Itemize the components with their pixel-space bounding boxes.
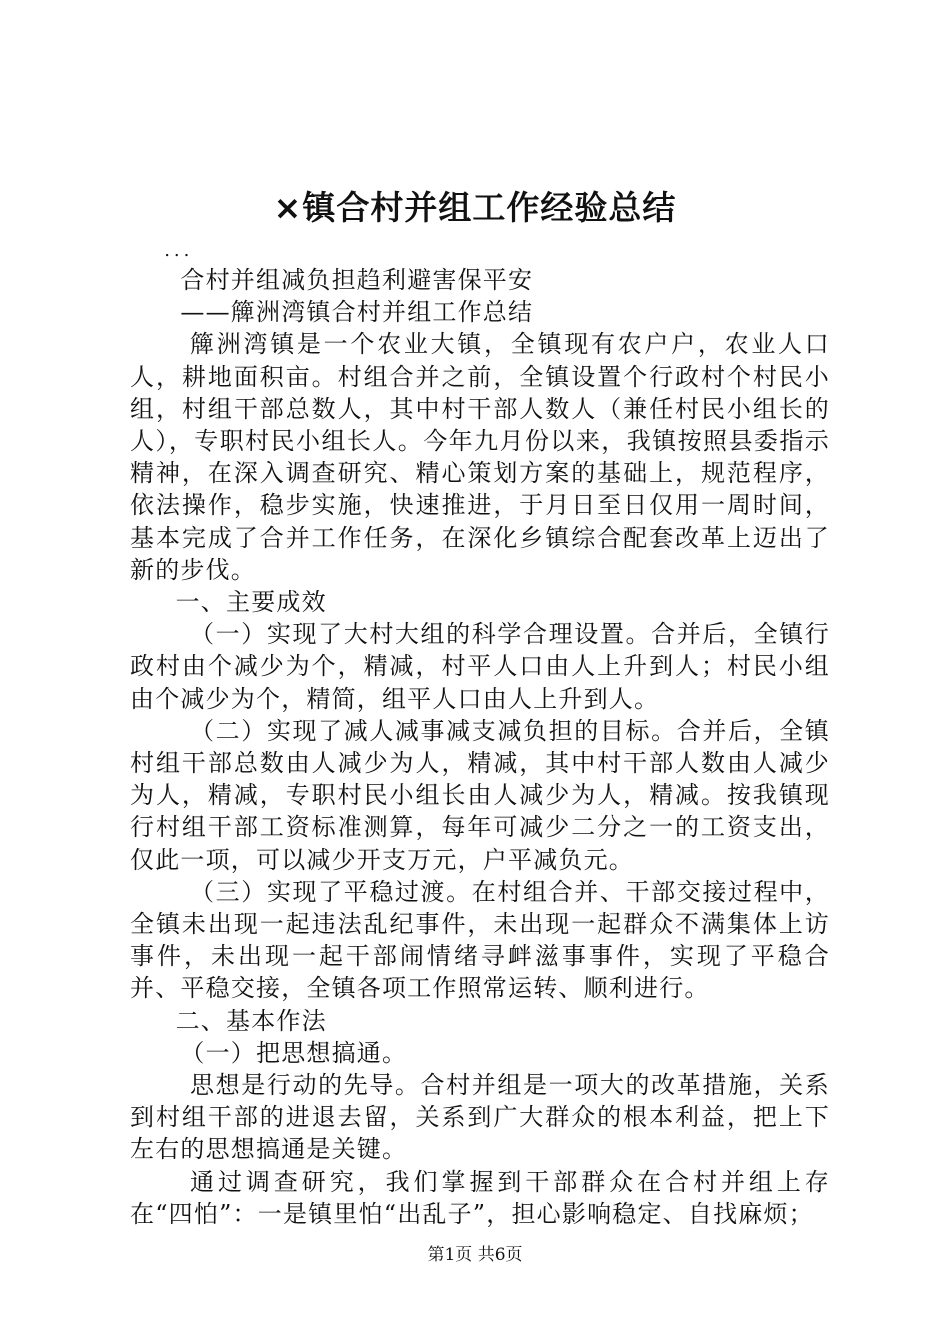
- ellipsis-marker: ...: [164, 240, 194, 261]
- document-title: ×镇合村并组工作经验总结: [273, 188, 677, 227]
- subheading-method-1: （一）把思想搞通。: [180, 1038, 408, 1067]
- paragraph-result-2: （二）实现了减人减事减支减负担的目标。合并后，全镇村组干部总数由人减少为人，精减，其中村干部人数由人减少为人，精减，专职村民小组长由人减少为人，精减。按我镇现行村组干部工资标准测算，每年可减少二分之一的工资支出，仅此一项，可以减少开支万元，户平减负元。: [130, 716, 830, 874]
- paragraph-result-1: （一）实现了大村大组的科学合理设置。合并后，全镇行政村由个减少为个，精减，村平人口由人上升到人；村民小组由个减少为个，精简，组平人口由人上升到人。: [130, 620, 830, 713]
- subtitle-line: 合村并组减负担趋利避害保平安: [180, 266, 534, 294]
- paragraph-method-1: 思想是行动的先导。合村并组是一项大的改革措施，关系到村组干部的进退去留，关系到广大群众的根本利益，把上下左右的思想搞通是关键。: [130, 1071, 830, 1164]
- paragraph-intro: 簰洲湾镇是一个农业大镇，全镇现有农户户，农业人口人，耕地面积亩。村组合并之前，全镇设置个行政村个村民小组，村组干部总数人，其中村干部人数人（兼任村民小组长的人），专职村民小组长人。今年九月份以来，我镇按照县委指示精神，在深入调查研究、精心策划方案的基础上，规范程序，依法操作，稳步实施，快速推进，于月日至日仅用一周时间，基本完成了合并工作任务，在深化乡镇综合配套改革上迈出了新的步伐。: [130, 330, 830, 584]
- subtitle-source: ——簰洲湾镇合村并组工作总结: [180, 298, 534, 327]
- document-body: [130, 238, 830, 1230]
- page-number-footer: 第1页 共6页: [427, 1245, 523, 1265]
- section-heading-results: 一、主要成效: [175, 588, 327, 617]
- section-heading-methods: 二、基本作法: [175, 1006, 327, 1035]
- paragraph-research: 通过调查研究，我们掌握到干部群众在合村并组上存在“四怕”：一是镇里怕“出乱子”，担心影响稳定、自找麻烦；: [130, 1167, 830, 1228]
- paragraph-result-3: （三）实现了平稳过渡。在村组合并、干部交接过程中，全镇未出现一起违法乱纪事件，未出现一起群众不满集体上访事件，未出现一起干部闹情绪寻衅滋事事件，实现了平稳合并、平稳交接，全镇各项工作照常运转、顺利进行。: [130, 877, 830, 1003]
